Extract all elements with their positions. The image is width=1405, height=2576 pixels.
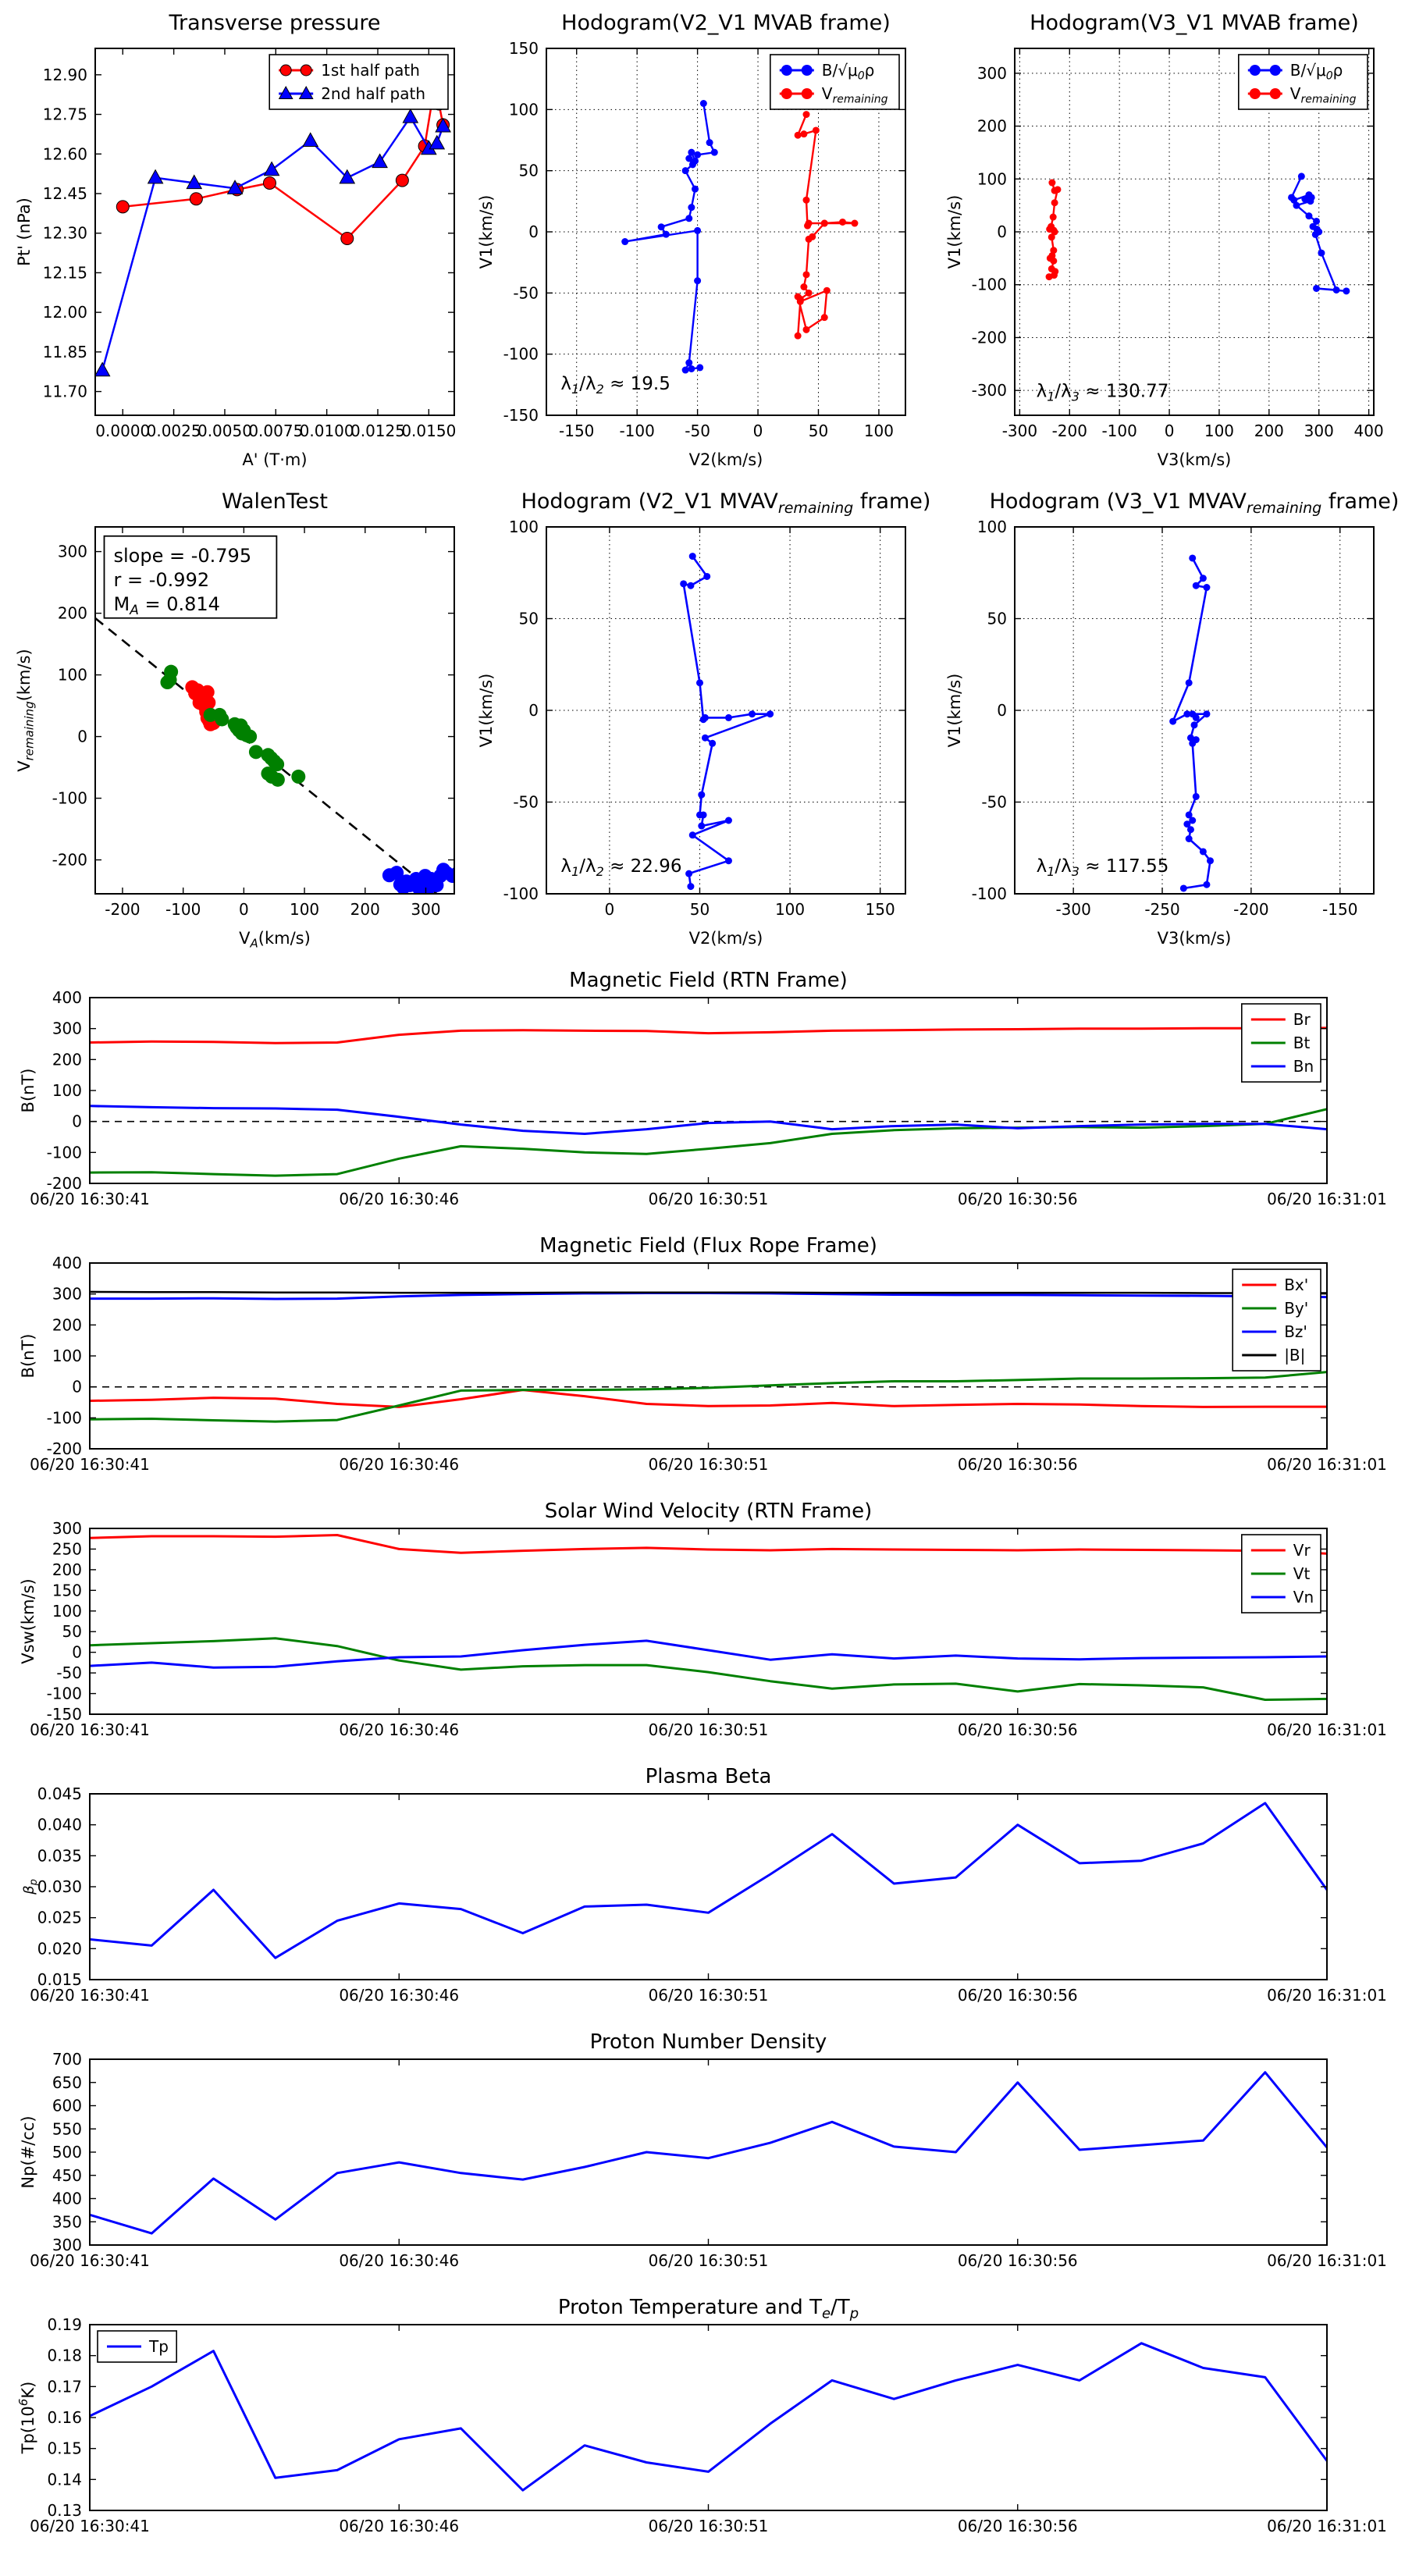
- chart-solar-wind-velocity: [0, 1488, 1405, 1753]
- svg-text:400: 400: [1353, 422, 1384, 440]
- svg-text:-150: -150: [559, 422, 595, 440]
- svg-text:100: 100: [57, 665, 87, 685]
- ticks: [90, 1794, 1327, 1980]
- y-axis-label: $\beta_p$: [21, 1879, 40, 1895]
- chart-hodogram-v3v1-mvab: [937, 0, 1405, 479]
- svg-text:0.0050: 0.0050: [197, 422, 252, 440]
- svg-text:r = -0.992: r = -0.992: [113, 568, 210, 591]
- y-axis-label: Np(#/cc): [19, 2115, 37, 2189]
- y-axis-label: Pt' (nPa): [15, 197, 34, 266]
- svg-text:Vremaining: $V_{remaining}$: [821, 84, 888, 106]
- svg-text:0.15: 0.15: [47, 2439, 82, 2458]
- axes-frame: [90, 2059, 1327, 2245]
- chart-proton-temperature: [0, 2284, 1405, 2549]
- svg-text:0.020: 0.020: [37, 1939, 82, 1959]
- svg-text:0.0125: 0.0125: [350, 422, 405, 440]
- svg-text:-300: -300: [971, 381, 1007, 400]
- proton-number-density: [19, 2030, 1387, 2270]
- svg-text:06/20 16:30:56: 06/20 16:30:56: [957, 1986, 1078, 2005]
- series-second-half: [160, 665, 305, 787]
- svg-text:0.0100: 0.0100: [299, 422, 354, 440]
- svg-text:-100: -100: [46, 1408, 82, 1428]
- svg-text:slope = -0.795: slope = -0.795: [113, 544, 252, 567]
- svg-text:Tp: Tp: [149, 2337, 169, 2356]
- y-axis-label: V1(km/s): [477, 194, 496, 269]
- hodogram-v2v1-mvab: [477, 11, 905, 469]
- series-Br: [90, 1028, 1327, 1043]
- svg-text:350: 350: [52, 2212, 82, 2232]
- svg-text:-300: -300: [1055, 900, 1091, 919]
- svg-text:12.90: 12.90: [42, 65, 87, 84]
- svg-text:0.17: 0.17: [47, 2377, 82, 2396]
- series-Bx': [90, 1390, 1327, 1407]
- plasma-beta: [21, 1765, 1387, 2005]
- svg-text:Bz': Bz': [1284, 1322, 1307, 1341]
- svg-text:550: 550: [52, 2119, 82, 2139]
- series-|B|: [90, 1292, 1327, 1293]
- svg-text:06/20 16:30:51: 06/20 16:30:51: [648, 1190, 769, 1208]
- svg-text:400: 400: [52, 1254, 82, 1272]
- hodogram-v3v1-mvab: [945, 11, 1384, 469]
- grid: [1015, 527, 1374, 894]
- legend: [1242, 1535, 1321, 1613]
- legend: [1239, 55, 1368, 109]
- svg-text:06/20 16:30:41: 06/20 16:30:41: [30, 1455, 150, 1474]
- svg-text:200: 200: [52, 1560, 82, 1579]
- walen-test: [15, 489, 464, 951]
- y-axis-label: Vsw(km/s): [19, 1578, 37, 1664]
- svg-text:06/20 16:30:46: 06/20 16:30:46: [339, 1190, 460, 1208]
- svg-text:-100: -100: [971, 275, 1007, 294]
- svg-text:06/20 16:30:41: 06/20 16:30:41: [30, 2517, 150, 2535]
- svg-text:MA = 0.814: $M_A = 0.814$: [113, 592, 220, 619]
- svg-text:06/20 16:30:56: 06/20 16:30:56: [957, 2251, 1078, 2270]
- svg-text:500: 500: [52, 2143, 82, 2161]
- svg-text:250: 250: [52, 1539, 82, 1559]
- annotation-text: $\lambda_1/\lambda_3 \approx 130.77$: [1036, 381, 1169, 404]
- svg-text:200: 200: [52, 1315, 82, 1335]
- svg-text:0: 0: [77, 727, 87, 746]
- svg-text:-100: -100: [52, 788, 87, 808]
- svg-text:-200: -200: [46, 1174, 82, 1193]
- chart-title: Hodogram (V2_V1 $MVAV_{remaining}$ frame): [521, 489, 931, 517]
- svg-text:06/20 16:30:51: 06/20 16:30:51: [648, 1986, 769, 2005]
- svg-text:06/20 16:30:46: 06/20 16:30:46: [339, 1455, 460, 1474]
- chart-title: Plasma Beta: [645, 1765, 772, 1788]
- chart-hodogram-v3v1-mvav: [937, 479, 1405, 957]
- chart-title: Hodogram (V3_V1 $MVAV_{remaining}$ frame): [989, 489, 1400, 517]
- svg-text:-100: -100: [619, 422, 655, 440]
- svg-text:06/20 16:30:41: 06/20 16:30:41: [30, 1190, 150, 1208]
- svg-text:0: 0: [752, 422, 763, 440]
- svg-text:B/√μ0ρ: $B/√\mu_0\rho$: [1289, 61, 1343, 83]
- chart-magnetic-field-flux-rope: [0, 1222, 1405, 1488]
- annotation-text: $\lambda_1/\lambda_2 \approx 22.96$: [560, 856, 682, 879]
- series-Tp: [90, 2343, 1327, 2490]
- svg-text:-50: -50: [981, 792, 1007, 812]
- x-axis-label: $V_A(km/s)$: [239, 929, 311, 951]
- svg-text:300: 300: [52, 1519, 82, 1538]
- chart-title: Hodogram(V2_V1 MVAB frame): [561, 11, 891, 35]
- svg-text:-200: -200: [105, 900, 140, 919]
- svg-text:0: 0: [528, 222, 539, 241]
- svg-text:2nd half path: 2nd half path: [321, 84, 426, 103]
- y-axis-label: V1(km/s): [945, 194, 964, 269]
- chart-plasma-beta: [0, 1753, 1405, 2019]
- svg-text:0: 0: [997, 701, 1007, 720]
- svg-text:1st half path: 1st half path: [321, 61, 420, 80]
- svg-text:Bx': Bx': [1284, 1276, 1309, 1294]
- hodogram-row-1: [0, 0, 1405, 479]
- svg-text:0.045: 0.045: [37, 1784, 82, 1803]
- series-2nd half path: [95, 109, 450, 376]
- svg-text:0.0075: 0.0075: [248, 422, 304, 440]
- svg-text:06/20 16:30:41: 06/20 16:30:41: [30, 1986, 150, 2005]
- svg-text:300: 300: [52, 1284, 82, 1304]
- svg-text:0.16: 0.16: [47, 2408, 82, 2427]
- series-first-half: [185, 680, 220, 731]
- svg-text:100: 100: [508, 100, 539, 119]
- svg-text:|B|: |B|: [1284, 1346, 1306, 1364]
- svg-text:0.13: 0.13: [47, 2501, 82, 2520]
- series-B/sqrt(mu0 rho): [621, 100, 718, 374]
- chart-walen-test: [0, 479, 468, 957]
- chart-proton-number-density: [0, 2019, 1405, 2284]
- svg-text:-200: -200: [1051, 422, 1087, 440]
- series-V remaining: [1046, 180, 1062, 281]
- svg-text:06/20 16:30:56: 06/20 16:30:56: [957, 1455, 1078, 1474]
- svg-text:100: 100: [52, 1347, 82, 1365]
- chart-title: Proton Temperature and $T_e/T_p$: [557, 2296, 859, 2322]
- series-Vr: [90, 1535, 1327, 1554]
- svg-text:0: 0: [72, 1112, 82, 1131]
- y-axis-label: $V_{remaining}(km/s)$: [15, 649, 37, 772]
- svg-text:-100: -100: [503, 884, 539, 903]
- chart-title: Hodogram(V3_V1 MVAB frame): [1030, 11, 1359, 35]
- svg-text:-100: -100: [1101, 422, 1137, 440]
- chart-title: Proton Number Density: [589, 2030, 827, 2054]
- chart-title: Solar Wind Velocity (RTN Frame): [544, 1500, 873, 1523]
- svg-text:-50: -50: [56, 1663, 82, 1683]
- svg-text:0.18: 0.18: [47, 2346, 82, 2365]
- svg-text:11.85: 11.85: [42, 342, 87, 361]
- svg-text:300: 300: [1304, 422, 1334, 440]
- svg-text:12.00: 12.00: [42, 303, 87, 322]
- svg-text:100: 100: [289, 900, 320, 919]
- legend: [98, 2331, 176, 2362]
- svg-text:-200: -200: [1233, 900, 1269, 919]
- svg-text:06/20 16:30:46: 06/20 16:30:46: [339, 2251, 460, 2270]
- svg-text:Bt: Bt: [1293, 1034, 1311, 1052]
- hodogram-v2v1-mvav: [477, 489, 930, 948]
- svg-text:-50: -50: [685, 422, 710, 440]
- svg-text:700: 700: [52, 2050, 82, 2069]
- svg-text:0.0025: 0.0025: [146, 422, 201, 440]
- magnetic-field-flux-rope: [19, 1234, 1387, 1474]
- svg-text:50: 50: [518, 161, 539, 180]
- svg-text:100: 100: [52, 1081, 82, 1100]
- annotation-text: $\lambda_1/\lambda_2 \approx 19.5$: [560, 374, 670, 397]
- axes-frame: [90, 2325, 1327, 2510]
- ticks: [90, 2325, 1327, 2510]
- svg-text:06/20 16:31:01: 06/20 16:31:01: [1267, 2517, 1387, 2535]
- svg-text:300: 300: [411, 900, 441, 919]
- svg-text:150: 150: [52, 1581, 82, 1600]
- svg-text:06/20 16:31:01: 06/20 16:31:01: [1267, 1455, 1387, 1474]
- tick-labels: [30, 1784, 1387, 2005]
- y-axis-label: V1(km/s): [945, 673, 964, 748]
- svg-text:150: 150: [508, 39, 539, 58]
- tick-labels: [30, 2050, 1387, 2270]
- svg-text:06/20 16:31:01: 06/20 16:31:01: [1267, 1986, 1387, 2005]
- svg-text:-150: -150: [46, 1705, 82, 1724]
- x-axis-label: V3(km/s): [1157, 929, 1232, 948]
- svg-text:06/20 16:30:56: 06/20 16:30:56: [957, 1190, 1078, 1208]
- svg-text:0.040: 0.040: [37, 1815, 82, 1834]
- svg-text:0.015: 0.015: [37, 1970, 82, 1989]
- svg-text:B/√μ0ρ: $B/√\mu_0\rho$: [821, 61, 875, 83]
- svg-text:50: 50: [518, 609, 539, 628]
- svg-text:50: 50: [808, 422, 829, 440]
- magnetic-field-rtn: [19, 969, 1387, 1208]
- chart-hodogram-v2v1-mvav: [468, 479, 937, 957]
- svg-text:400: 400: [52, 2189, 82, 2208]
- x-axis-label: V2(km/s): [688, 450, 763, 469]
- svg-text:300: 300: [52, 2236, 82, 2254]
- series-Bt: [90, 1109, 1327, 1176]
- svg-text:200: 200: [52, 1050, 82, 1069]
- svg-text:12.75: 12.75: [42, 105, 87, 124]
- x-axis-label: V3(km/s): [1157, 450, 1232, 469]
- svg-text:0.0150: 0.0150: [401, 422, 457, 440]
- svg-text:12.45: 12.45: [42, 183, 87, 203]
- svg-text:50: 50: [689, 900, 710, 919]
- svg-text:400: 400: [52, 988, 82, 1007]
- svg-text:-50: -50: [513, 792, 539, 812]
- grid: [546, 527, 905, 894]
- svg-text:0: 0: [604, 900, 615, 919]
- y-axis-label: B(nT): [19, 1333, 37, 1379]
- svg-text:Vr: Vr: [1293, 1541, 1311, 1560]
- svg-text:100: 100: [976, 518, 1007, 536]
- svg-text:12.60: 12.60: [42, 144, 87, 164]
- svg-text:12.30: 12.30: [42, 223, 87, 243]
- legend: [1232, 1269, 1321, 1371]
- svg-text:100: 100: [52, 1601, 82, 1621]
- svg-text:-100: -100: [503, 344, 539, 364]
- svg-text:-300: -300: [1001, 422, 1038, 440]
- svg-text:150: 150: [865, 900, 895, 919]
- series-Bn: [90, 1106, 1327, 1134]
- svg-text:06/20 16:30:51: 06/20 16:30:51: [648, 1455, 769, 1474]
- svg-text:06/20 16:30:41: 06/20 16:30:41: [30, 1720, 150, 1739]
- series-V remaining path: [1169, 554, 1214, 891]
- svg-text:0: 0: [239, 900, 249, 919]
- series-outside: [382, 863, 464, 895]
- series-1st half path: [116, 90, 449, 245]
- series-By': [90, 1372, 1327, 1422]
- svg-text:0: 0: [72, 1377, 82, 1397]
- svg-text:300: 300: [57, 542, 87, 561]
- svg-text:06/20 16:31:01: 06/20 16:31:01: [1267, 1720, 1387, 1739]
- svg-text:200: 200: [350, 900, 380, 919]
- svg-text:50: 50: [62, 1622, 82, 1642]
- svg-text:0: 0: [72, 1642, 82, 1662]
- svg-text:100: 100: [976, 169, 1007, 189]
- chart-transverse-pressure: [0, 0, 468, 479]
- legend: [770, 55, 899, 109]
- series-Np: [90, 2073, 1327, 2233]
- svg-text:0.030: 0.030: [37, 1877, 82, 1896]
- svg-text:-150: -150: [503, 406, 539, 425]
- svg-text:06/20 16:30:51: 06/20 16:30:51: [648, 2251, 769, 2270]
- svg-text:0: 0: [1164, 422, 1175, 440]
- svg-text:0.025: 0.025: [37, 1908, 82, 1927]
- svg-text:0: 0: [528, 701, 539, 720]
- svg-text:-150: -150: [1322, 900, 1358, 919]
- svg-text:By': By': [1284, 1299, 1309, 1318]
- legend: [269, 55, 448, 109]
- series-Bz': [90, 1293, 1327, 1300]
- series-Vn: [90, 1641, 1327, 1667]
- series-V remaining path: [680, 553, 774, 890]
- axes-frame: [90, 998, 1327, 1183]
- svg-text:Br: Br: [1293, 1010, 1311, 1029]
- proton-temperature: [16, 2296, 1387, 2535]
- axes-frame: [90, 1794, 1327, 1980]
- svg-text:06/20 16:31:01: 06/20 16:31:01: [1267, 2251, 1387, 2270]
- svg-text:200: 200: [1254, 422, 1284, 440]
- svg-text:0.14: 0.14: [47, 2470, 82, 2489]
- svg-text:50: 50: [987, 609, 1007, 628]
- x-axis-label: V2(km/s): [688, 929, 763, 948]
- chart-title: Magnetic Field (RTN Frame): [569, 969, 848, 992]
- hodogram-row-2: [0, 479, 1405, 957]
- svg-text:-250: -250: [1144, 900, 1180, 919]
- svg-text:-100: -100: [971, 884, 1007, 903]
- chart-hodogram-v2v1-mvab: [468, 0, 937, 479]
- svg-text:200: 200: [57, 603, 87, 623]
- annotation-box: [105, 536, 277, 618]
- hodogram-v3v1-mvav: [945, 489, 1399, 948]
- svg-text:06/20 16:31:01: 06/20 16:31:01: [1267, 1190, 1387, 1208]
- svg-text:06/20 16:30:41: 06/20 16:30:41: [30, 2251, 150, 2270]
- svg-text:Vremaining: $V_{remaining}$: [1289, 84, 1357, 106]
- svg-text:0: 0: [997, 222, 1007, 241]
- svg-text:0.035: 0.035: [37, 1846, 82, 1866]
- svg-text:06/20 16:30:51: 06/20 16:30:51: [648, 2517, 769, 2535]
- svg-text:100: 100: [774, 900, 806, 919]
- svg-text:-50: -50: [513, 283, 539, 303]
- svg-text:Vt: Vt: [1293, 1564, 1311, 1583]
- svg-text:06/20 16:30:51: 06/20 16:30:51: [648, 1720, 769, 1739]
- chart-title: WalenTest: [222, 489, 328, 514]
- series-Vt: [90, 1638, 1327, 1700]
- svg-text:-100: -100: [165, 900, 201, 919]
- svg-text:-100: -100: [46, 1143, 82, 1162]
- tick-labels: [30, 2315, 1387, 2535]
- svg-text:-200: -200: [971, 328, 1007, 347]
- svg-text:11.70: 11.70: [42, 382, 87, 401]
- svg-text:650: 650: [52, 2073, 82, 2092]
- svg-text:-100: -100: [46, 1684, 82, 1703]
- svg-text:Vn: Vn: [1293, 1588, 1314, 1606]
- svg-text:06/20 16:30:56: 06/20 16:30:56: [957, 1720, 1078, 1739]
- ticks: [90, 998, 1327, 1183]
- annotation-text: $\lambda_1/\lambda_3 \approx 117.55$: [1036, 856, 1169, 879]
- solar-wind-velocity-rtn: [19, 1500, 1387, 1739]
- series-V remaining: [795, 111, 859, 340]
- svg-text:450: 450: [52, 2165, 82, 2185]
- svg-text:0.0000: 0.0000: [95, 422, 151, 440]
- svg-text:Bn: Bn: [1293, 1057, 1314, 1076]
- svg-text:06/20 16:30:46: 06/20 16:30:46: [339, 1720, 460, 1739]
- ticks: [90, 2059, 1327, 2245]
- chart-magnetic-field-rtn: [0, 957, 1405, 1222]
- svg-text:06/20 16:30:46: 06/20 16:30:46: [339, 2517, 460, 2535]
- y-axis-label: V1(km/s): [477, 673, 496, 748]
- svg-text:600: 600: [52, 2096, 82, 2115]
- svg-text:300: 300: [976, 63, 1007, 83]
- svg-text:100: 100: [1204, 422, 1235, 440]
- svg-text:06/20 16:30:46: 06/20 16:30:46: [339, 1986, 460, 2005]
- y-axis-label: B(nT): [19, 1068, 37, 1113]
- svg-text:12.15: 12.15: [42, 263, 87, 283]
- series-beta_p: [90, 1803, 1327, 1958]
- svg-text:-200: -200: [52, 850, 87, 870]
- svg-text:100: 100: [508, 518, 539, 536]
- x-axis-label: A' (T·m): [242, 450, 308, 469]
- legend: [1242, 1004, 1321, 1082]
- tick-labels: [43, 66, 457, 440]
- tick-labels: [30, 1254, 1387, 1474]
- y-axis-label: $Tp(10^6K)$: [16, 2381, 37, 2454]
- chart-title: Transverse pressure: [169, 11, 381, 35]
- svg-text:0.19: 0.19: [47, 2315, 82, 2334]
- svg-text:100: 100: [863, 422, 895, 440]
- chart-title: Magnetic Field (Flux Rope Frame): [539, 1234, 877, 1258]
- transverse-pressure: [15, 11, 456, 469]
- svg-text:06/20 16:30:56: 06/20 16:30:56: [957, 2517, 1078, 2535]
- svg-text:300: 300: [52, 1019, 82, 1038]
- tick-labels: [30, 1519, 1387, 1739]
- svg-text:200: 200: [976, 116, 1007, 136]
- svg-text:-200: -200: [46, 1439, 82, 1458]
